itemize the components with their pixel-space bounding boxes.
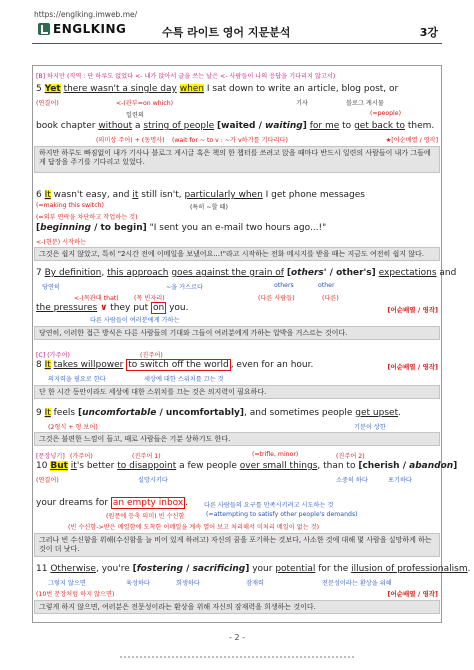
lesson-number: 3강 [419, 26, 438, 39]
page-title: 수특 라이트 영어 지문분석 [162, 26, 291, 39]
footer-divider [120, 656, 354, 664]
s6-gloss1b: (=외부 연락을 차단하고 작업하는 것) [36, 214, 138, 221]
brand-logo [38, 22, 126, 36]
s10-line2b: 다른 사람들의 요구를 만족시키려고 시도하는 것 [204, 502, 334, 509]
s7-gloss3: 다른 사람들이 여러분에게 가하는 [90, 317, 180, 324]
s10-gloss3: (빈 수신함->받은 메일함에 도착한 이메일을 계속 열어 보고 처리해서 미처리 메일이 없는 것) [68, 524, 320, 531]
s7-line1: 7 By definition, this approach goes against the grain of [others' / other's] expectations and [36, 268, 457, 278]
s5-translation: 하지만 하루도 빠짐없이 내가 기사나 블로그 게시글 혹은 책의 한 챕터를 쓰려고 앉을 때마다 반드시 일련의 사람들이 내가 그들에게 답장을 주기를 기다리고 있었다. [34, 146, 440, 173]
s8-translation: 단 한 시간 동안이라도 세상에 대한 스위치를 끄는 것은 의지력이 필요하다. [34, 385, 440, 399]
logo-icon [38, 23, 50, 35]
page-number: - 2 - [229, 633, 245, 642]
s6-line2: [beginning / to begin] "I sent you an e-mail two hours ago...!" [36, 223, 327, 233]
s6-translation: 그것은 쉽지 않았고, 특히 "2시간 전에 이메일을 보냈어요...!"라고 시작하는 전화 메시지를 받을 때는 지금도 여전히 쉽지 않다. [34, 247, 440, 261]
s11-line1: 11 Otherwise, you're [fostering / sacrificing] your potential for the illusion of professionalism. [36, 564, 471, 574]
s8-line1: 8 It takes willpower to switch off the world , even for an hour. [36, 360, 314, 370]
s7-translation: 당연히, 이러한 접근 방식은 다른 사람들의 기대와 그들이 여러분에게 가하는 압박을 거스르는 것이다. [34, 326, 440, 340]
s9-translation: 그것은 불편한 느낌이 들고, 때로 사람들은 기분 상하기도 한다. [34, 432, 440, 446]
s7-tag: [어순배열 / 영작] [387, 306, 438, 314]
s9-line1: 9 It feels [uncomfortable / uncomfortably], and sometimes people get upset. [36, 408, 401, 418]
s11-tag: [어순배열 / 영작] [387, 590, 438, 598]
site-url[interactable]: https://englking.imweb.me/ [34, 10, 138, 19]
s10-line1: 10 But it's better to disappoint a few people over small things, than to [cherish / abandon] [36, 461, 458, 471]
s7-line2: the pressures ∨ they put on you. [36, 303, 189, 313]
s10-translation: 그러나 빈 수신함을 위해(수신함을 늘 비어 있게 하려고) 자신의 꿈을 포기하는 것보다, 사소한 것에 대해 몇 사람을 실망하게 하는 것이 더 낫다. [34, 533, 440, 557]
s6-line1: 6 It wasn't easy, and it still isn't, particularly when I get phone messages [36, 190, 365, 200]
s11-translation: 그렇게 하지 않으면, 여러분은 전문성이라는 환상을 위해 자신의 잠재력을 희생하는 것이다. [34, 600, 440, 614]
s8-tag: [어순배열 / 영작] [387, 363, 438, 371]
header-rule [32, 43, 442, 44]
logo-text: ENGLKING [53, 22, 127, 36]
s10-line2: your dreams for an empty inbox . [36, 498, 189, 508]
s6-gloss2: <-(현분) 시작하는 [36, 239, 87, 246]
s5-intro: [B] 하지만 (직역 : 단 하루도 없었다 <- 내가 앉아서 글을 쓰는 날은 <- 사람들이 나의 응답을 기다리지 않고서) [36, 73, 336, 80]
s5-line2: book chapter without a string of people [waited / waiting] for me to get back to them. [36, 121, 435, 131]
s5-line1: 5 Yet there wasn't a single day when I sat down to write an article, blog post, or [36, 84, 399, 94]
s11-gloss2: (10번 문장처럼 하지 않으면) [36, 591, 115, 598]
